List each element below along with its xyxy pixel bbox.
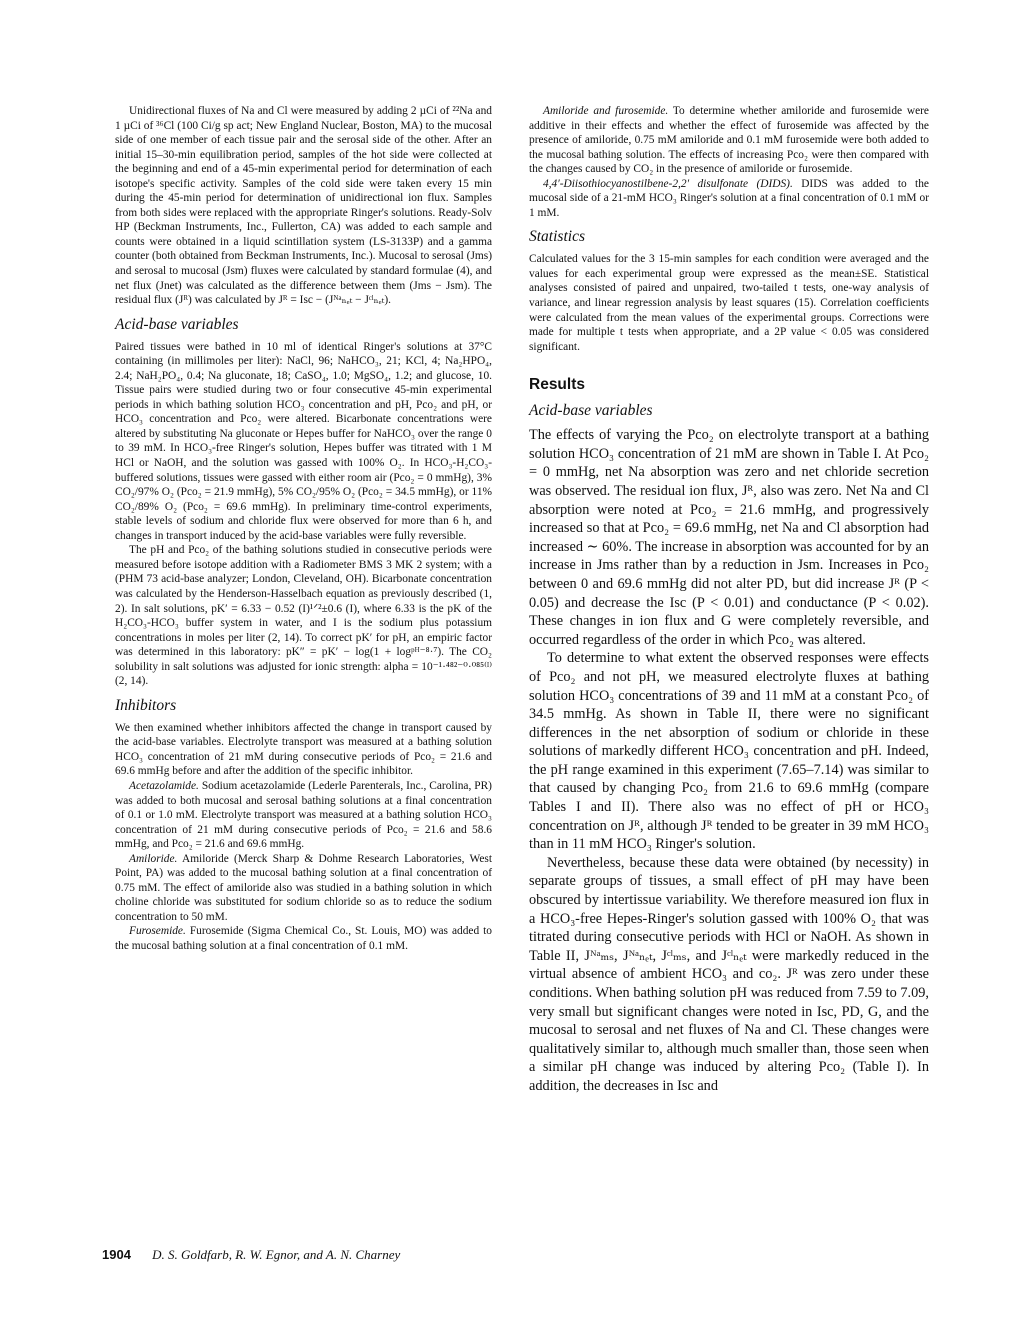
page-number: 1904: [102, 1247, 131, 1262]
paragraph-results-1: The effects of varying the Pco₂ on electrolyte transport at a bathing solution HCO₃ concentration of 21 mM are shown in Table I. At Pco₂ = 0 mmHg, net Na absorption was zero and net chloride secretion was observed. The residual ion flux, Jᴿ, also was zero. Net Na and Cl absorption were noted at Pco₂ = 21.6 mmHg, and progressively increased so that at Pco₂ = 69.6 mmHg, net Na and Cl absorption had increased ∼ 60%. The increase in absorption was accounted for by an increase in Jms rather than by a reduction in Jsm. Increases in Pco₂ between 0 and 69.6 mmHg did not alter PD, but did increase Jᴿ (P < 0.05) and decrease the Isc (P < 0.01) and conductance (P < 0.02). These changes in ion flux and G were completely reversible, and occurred regardless of the order in which Pco₂ was altered.: [529, 427, 929, 648]
paragraph-acetazolamide: [115, 779, 492, 852]
paragraph-amiloride-furosemide: [529, 104, 929, 177]
paragraph-dids: [529, 177, 929, 221]
amiloride-furosemide-text: To determine whether amiloride and furosemide were additive in their effects and whether the effect of furosemide was affected by the presence of amiloride, 0.75 mM amiloride and 0.1 mM furosemide were both added to the mucosal bathing solution. The effects of increasing Pco₂ were then compared with the changes caused by CO₂ in the presence of amiloride or furosemide.: [529, 105, 929, 176]
heading-acid-base-variables: Acid-base variables: [115, 315, 239, 333]
dids-text: DIDS was added to the mucosal side of a 21-mM HCO₃ Ringer's solution at a final concentration of 0.1 mM or 1 mM.: [529, 177, 929, 219]
paragraph-amiloride: [115, 852, 492, 925]
acetazolamide-lead: Acetazolamide.: [129, 779, 199, 792]
heading-results: Results: [529, 376, 585, 394]
amiloride-lead: Amiloride.: [129, 852, 178, 865]
furosemide-lead: Furosemide.: [129, 925, 186, 938]
paragraph-inhibitors-intro: We then examined whether inhibitors affected the change in transport caused by the acid-base variables. Electrolyte transport was measured at a bathing solution HCO₃ concentration of 21 mM during consecutive periods of Pco₂ = 21.6 and 69.6 mmHg before and after the addition of the specific inhibitor.: [115, 721, 492, 778]
acetazolamide-text: Sodium acetazolamide (Lederle Parenterals, Inc., Carolina, PR) was added to both mucosal and serosal bathing solutions at a final concentration of 0.1 or 1.0 mM. Electrolyte transport was measured at a bathing solution HCO₃ concentration of 21 mM during consecutive periods of Pco₂ = 21.6 and 58.6 mmHg, and Pco₂ = 21.6 and 69.6 mmHg.: [115, 779, 492, 851]
paragraph-statistics: Calculated values for the 3 15-min samples for each condition were averaged and the values for each experimental group were expressed as the mean±SE. Statistical analyses consisted of paired and unpaired, two-tailed t tests, one-way analysis of variance, and linear regression analysis by least squares (15). Correlation coefficients were calculated from the mean values of the experimental groups. Corrections were made for multiple t tests when appropriate, and a 2P value < 0.05 was considered significant.: [529, 253, 929, 353]
dids-lead: 4,4′-Diisothiocyanostilbene-2,2′ disulfonate (DIDS).: [543, 177, 793, 190]
heading-results-acid-base: Acid-base variables: [529, 402, 653, 420]
running-authors: D. S. Goldfarb, R. W. Egnor, and A. N. Charney: [152, 1247, 401, 1262]
right-column-methods: [529, 104, 929, 354]
right-column: [529, 104, 929, 1096]
paragraph-results-2: To determine to what extent the observed responses were effects of Pco₂ and not pH, we measured electrolyte fluxes at bathing solution HCO₃ concentrations of 39 and 11 mM at a constant Pco₂ of 34.5 mmHg. As shown in Table II, there were no significant differences in the net absorption of sodium or chloride in these solutions of markedly different HCO₃ concentration and pH. Indeed, the pH range examined in this experiment (7.65–7.14) was similar to that caused by changing Pco₂ from 21.6 to 69.6 mmHg (compare Tables I and II). There also was no effect of pH or HCO₃ concentration on Jᴿ, although Jᴿ tended to be greater in 39 mM HCO₃ than in 11 mM HCO₃ Ringer's solution.: [529, 650, 929, 853]
paragraph-flux-methods: Unidirectional fluxes of Na and Cl were measured by adding 2 µCi of ²²Na and 1 µCi of ³⁶Cl (100 Ci/g sp act; New England Nuclear, Boston, MA) to the mucosal side of one member of each tissue pair and the serosal side of the other. After an initial 15–30-min equilibration period, samples of the hot side were collected at the beginning and end of a 45-min experimental period for determination of each isotope's specific activity. Samples of the cold side were taken every 15 min during the 45-min period for determination of unidirectional ion flux. Samples from both sides were replaced with the appropriate Ringer's solutions. Ready-Solv HP (Beckman Instruments, Inc., Fullerton, CA) was added to each sample and counts were obtained in a liquid scintillation system (LS-3133P) and a gamma counter (both obtained from Beckman Instruments, Inc.). Mucosal to serosal (Jms) and serosal to mucosal (Jsm) fluxes were calculated by standard formulae (4), and net flux (Jnet) was calculated as the difference between them (Jms − Jsm). The residual flux (Jᴿ) was calculated by Jᴿ = Isc − (Jᴺᵃₙₑₜ − Jᶜˡₙₑₜ).: [115, 105, 492, 307]
heading-inhibitors: Inhibitors: [115, 696, 177, 714]
amiloride-text: Amiloride (Merck Sharp & Dohme Research Laboratories, West Point, PA) was added to the mucosal bathing solution at a final concentration of 0.75 mM. The effect of amiloride also was studied in a bathing solution in which choline chloride was substituted for sodium chloride so as to reduce the sodium concentration to 50 mM.: [115, 852, 492, 923]
paragraph-furosemide: [115, 924, 492, 953]
paragraph-acid-base-2: The pH and Pco₂ of the bathing solutions studied in consecutive periods were measured before isotope addition with a Radiometer BMS 3 MK 2 system; with a (PHM 73 acid-base analyzer; London, Cleveland, OH). Bicarbonate concentration was calculated by the Henderson-Hasselbach equation as previously described (1, 2). In salt solutions, pK′ = 6.33 − 0.52 (I)¹ᐟ²±0.6 (I), where 6.33 is the pK of the H₂CO₃-HCO₃ buffer system in water, and I is the sodium plus potassium concentrations in moles per liter (2, 14). To correct pK′ for pH, an empiric factor was determined in this laboratory: pK″ = pK′ − log(1 + logᵖᴴ⁻⁸·⁷). The CO₂ solubility in salt solutions was adjusted for ionic strength: alpha = 10⁻¹·⁴⁸²⁻⁰·⁰⁸⁵⁽ᴵ⁾ (2, 14).: [115, 544, 492, 688]
furosemide-text: Furosemide (Sigma Chemical Co., St. Louis, MO) was added to the mucosal bathing solution at a final concentration of 0.1 mM.: [115, 925, 492, 952]
results-body: [529, 402, 929, 1095]
heading-statistics: Statistics: [529, 228, 585, 246]
amiloride-furosemide-lead: Amiloride and furosemide.: [543, 105, 669, 117]
page-footer: [102, 1247, 400, 1263]
left-column: [115, 104, 492, 954]
paragraph-acid-base-1: Paired tissues were bathed in 10 ml of identical Ringer's solutions at 37°C containing (in millimoles per liter): NaCl, 96; NaHCO₃, 21; KCl, 4; Na₂HPO₄, 2.4; NaH₂PO₄, 0.4; Na gluconate, 18; CaSO₄, 1.0; MgSO₄, 1.2; and glucose, 10. Tissue pairs were studied during two or four consecutive 45-min experimental periods in which bathing solution HCO₃ concentration and pH, Pco₂ and pH, or HCO₃ concentration and Pco₂ were altered. Bicarbonate concentrations were altered by substituting Na gluconate or Hepes buffer for NaHCO₃ over the range 0 to 39 mM. In HCO₃-free Ringer's solution, Hepes buffer was titrated with 1 M HCl or NaOH, and the solution was gassed with 100% O₂. In HCO₃-H₂CO₃-buffered solutions, tissues were gassed with either room air (Pco₂ = 0 mmHg), 3% CO₂/97% O₂ (Pco₂ = 21.9 mmHg), 5% CO₂/95% O₂ (Pco₂ = 34.5 mmHg), or 11% CO₂/89% O₂ (Pco₂ = 69.6 mmHg). In preliminary time-control experiments, stable levels of sodium and chloride flux were observed for more than 6 h, and changes in transport induced by the acid-base variables were fully reversible.: [115, 340, 492, 542]
paragraph-results-3: Nevertheless, because these data were obtained (by necessity) in separate groups of tissues, a small effect of pH may have been obscured by intertissue variability. We therefore measured ion flux in a HCO₃-free Hepes-Ringer's solution gassed with 100% O₂ that was titrated during consecutive periods with HCl or NaOH. As shown in Table II, Jᴺᵃₘₛ, Jᴺᵃₙₑₜ, Jᶜˡₘₛ, and Jᶜˡₙₑₜ were markedly reduced in the virtual absence of ambient HCO₃ and co₂. Jᴿ was zero under these conditions. When bathing solution pH was reduced from 7.59 to 7.09, very small but significant changes were noted in Isc, PD, G, and the mucosal to serosal and net fluxes of Na and Cl. These changes were qualitatively similar to, although much smaller than, those seen when a similar pH change was induced by altering Pco₂ (Table I). In addition, the decreases in Isc and: [529, 854, 929, 1094]
